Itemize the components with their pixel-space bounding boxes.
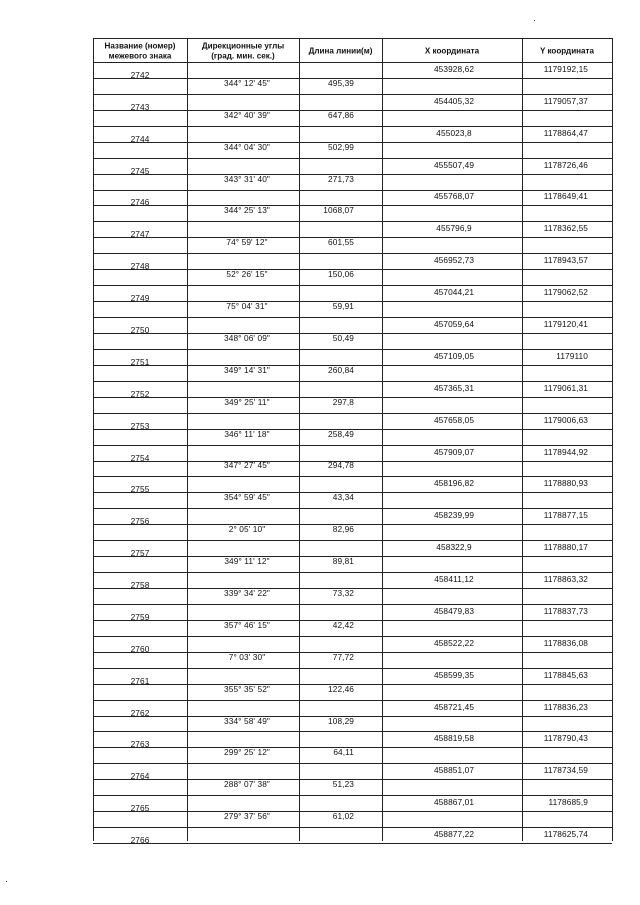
table-row-border: [93, 158, 612, 159]
x-coordinate: 458599,35: [433, 669, 475, 680]
table-row-border: [93, 731, 612, 732]
x-coordinate: 455768,07: [433, 191, 475, 202]
point-name: 2751: [130, 356, 150, 367]
point-name: 2756: [130, 516, 150, 527]
point-name: 2752: [130, 388, 150, 399]
table-row-border: [93, 604, 612, 605]
line-length: 61,02: [332, 811, 354, 822]
table-row-border: [93, 795, 612, 796]
table-row-border: [93, 636, 612, 637]
point-name: 2761: [130, 675, 150, 686]
table-column-border: [612, 38, 613, 841]
x-coordinate: 458721,45: [433, 701, 475, 712]
line-length: 258,49: [328, 428, 354, 439]
directional-angle: 288° 07' 38": [224, 779, 270, 790]
table-row-border: [93, 763, 612, 764]
column-header: [425, 46, 479, 56]
line-length: 601,55: [328, 237, 354, 248]
line-length: 150,06: [328, 269, 354, 280]
x-coordinate: 458522,22: [433, 637, 475, 648]
point-name: 2753: [130, 420, 150, 431]
line-length: 43,34: [332, 492, 354, 503]
table-row-border: [93, 827, 612, 828]
table-row-border: [93, 253, 612, 254]
table-row-border: [93, 476, 612, 477]
x-coordinate: 457109,05: [433, 350, 475, 361]
directional-angle: 342° 40' 39": [224, 109, 270, 120]
y-coordinate: 1179120,41: [543, 319, 588, 329]
line-length: 108,29: [328, 715, 354, 726]
directional-angle: 344° 04' 30": [224, 141, 270, 152]
table-header-border: [93, 62, 612, 63]
y-coordinate: 1178877,15: [543, 510, 588, 521]
x-coordinate: 457365,31: [433, 382, 475, 393]
y-coordinate: 1178362,55: [543, 223, 588, 234]
directional-angle: 348° 06' 09": [224, 332, 270, 343]
y-coordinate: 1178863,32: [543, 574, 588, 585]
point-name: 2747: [130, 229, 150, 240]
y-coordinate: 1178880,17: [543, 542, 588, 553]
table-row-border: [93, 508, 612, 509]
point-name: 2765: [130, 803, 150, 814]
x-coordinate: 458877,22: [433, 829, 475, 840]
directional-angle: 349° 25' 11": [224, 396, 270, 407]
directional-angle: 75° 04' 31": [226, 301, 268, 312]
point-name: 2763: [130, 739, 150, 750]
line-length: 294,78: [328, 460, 354, 471]
point-name: 2749: [130, 293, 150, 304]
y-coordinate: 1179006,63: [543, 414, 588, 425]
table-row-border: [93, 413, 612, 414]
point-name: 2762: [130, 707, 150, 718]
directional-angle: 354° 59' 45": [224, 492, 270, 503]
y-coordinate: 1178880,93: [543, 478, 588, 489]
line-length: 271,73: [328, 173, 354, 184]
point-name: 2759: [130, 611, 150, 622]
table-row-border: [93, 349, 612, 350]
x-coordinate: 455507,49: [433, 159, 475, 170]
x-coordinate: 458819,58: [433, 733, 475, 744]
line-length: 502,99: [328, 141, 354, 152]
directional-angle: 334° 58' 49": [224, 715, 270, 726]
column-header-text: Дирекционные углы: [201, 41, 285, 51]
y-coordinate: 1178726,46: [543, 159, 588, 170]
point-name: 2760: [130, 643, 150, 654]
directional-angle: 344° 12' 45": [224, 77, 270, 88]
table-row-border: [93, 572, 612, 573]
point-name: 2764: [130, 771, 150, 782]
point-name: 2744: [130, 133, 150, 144]
column-header-text: межевого знака: [108, 51, 172, 60]
table-row-border: [93, 381, 612, 382]
line-length: 50,49: [332, 332, 354, 343]
line-length: 1068,07: [323, 205, 354, 216]
directional-angle: 52° 26' 15": [226, 269, 268, 280]
y-coordinate: 1178943,57: [543, 255, 588, 266]
table-border-top: [93, 38, 612, 39]
x-coordinate: 454405,32: [433, 95, 475, 106]
x-coordinate: 458239,99: [433, 510, 475, 521]
point-name: 2750: [130, 325, 150, 335]
x-coordinate: 458322,9: [436, 542, 472, 553]
table-row-border: [93, 843, 612, 844]
scan-speck: [6, 881, 7, 882]
column-header: [309, 46, 373, 56]
x-coordinate: 457658,05: [433, 414, 475, 425]
point-name: 2755: [130, 484, 150, 495]
column-header: [202, 42, 284, 61]
column-header-text: Длина линии(м): [308, 46, 373, 56]
point-name: 2766: [130, 835, 150, 846]
directional-angle: 7° 03' 30": [228, 651, 266, 662]
boundary-coordinates-table: [93, 38, 612, 846]
y-coordinate: 1178649,41: [543, 191, 588, 202]
table-row-border: [93, 126, 612, 127]
line-length: 82,96: [332, 524, 354, 535]
line-length: 73,32: [332, 587, 354, 598]
x-coordinate: 457044,21: [433, 287, 475, 298]
directional-angle: 355° 35' 52": [224, 683, 270, 694]
x-coordinate: 456952,73: [433, 255, 475, 266]
point-name: 2745: [130, 165, 150, 176]
directional-angle: 357° 46' 15": [224, 619, 270, 630]
directional-angle: 299° 25' 12": [224, 747, 270, 758]
column-header-text: Y координата: [539, 46, 595, 56]
directional-angle: 74° 59' 12": [226, 237, 268, 248]
directional-angle: 2° 05' 10": [228, 524, 266, 535]
y-coordinate: 1178625,74: [543, 829, 588, 840]
table-row-border: [93, 285, 612, 286]
y-coordinate: 1178836,08: [543, 637, 588, 648]
y-coordinate: 1178685,9: [548, 797, 588, 808]
line-length: 42,42: [332, 619, 354, 630]
table-row-border: [93, 94, 612, 95]
line-length: 297,8: [332, 396, 354, 407]
point-name: 2757: [130, 548, 150, 559]
y-coordinate: 1178864,47: [543, 127, 588, 138]
directional-angle: 344° 25' 13": [224, 205, 270, 216]
x-coordinate: 458479,83: [433, 605, 475, 616]
x-coordinate: 455023,8: [436, 127, 472, 138]
y-coordinate: 1179061,31: [543, 382, 588, 393]
y-coordinate: 1178790,43: [543, 733, 588, 744]
point-name: 2742: [130, 69, 150, 80]
y-coordinate: 1179062,52: [543, 287, 588, 298]
y-coordinate: 1178836,23: [543, 701, 588, 712]
directional-angle: 349° 14' 31": [224, 364, 270, 375]
line-length: 122,46: [328, 683, 354, 694]
x-coordinate: 457059,64: [433, 319, 475, 329]
y-coordinate: 1178845,63: [543, 669, 588, 680]
directional-angle: 346° 11' 18": [224, 428, 270, 439]
scan-speck: [534, 20, 535, 21]
point-name: 2754: [130, 452, 150, 463]
directional-angle: 339° 34' 22": [224, 587, 270, 598]
x-coordinate: 455796,9: [436, 223, 472, 234]
point-name: 2746: [130, 197, 150, 208]
line-length: 647,86: [328, 109, 354, 120]
line-length: 89,81: [332, 556, 354, 567]
column-header-text: X координата: [424, 46, 480, 56]
column-header-text: Название (номер): [104, 41, 176, 51]
line-length: 77,72: [332, 651, 354, 662]
point-name: 2743: [130, 101, 150, 112]
x-coordinate: 458851,07: [433, 765, 475, 776]
x-coordinate: 458867,01: [433, 797, 475, 808]
line-length: 51,23: [332, 779, 354, 790]
table-row-border: [93, 445, 612, 446]
table-row-border: [93, 540, 612, 541]
line-length: 495,39: [328, 77, 354, 88]
directional-angle: 279° 37' 56": [224, 811, 270, 822]
y-coordinate: 1179057,37: [543, 95, 588, 106]
y-coordinate: 1178734,59: [543, 765, 588, 776]
line-length: 64,11: [333, 747, 354, 758]
directional-angle: 343° 31' 40": [224, 173, 270, 184]
table-row-border: [93, 221, 612, 222]
table-row-border: [93, 190, 612, 191]
y-coordinate: 1179192,15: [543, 63, 588, 74]
x-coordinate: 457909,07: [433, 446, 475, 457]
table-row-border: [93, 668, 612, 669]
column-header-text: (град. мин. сек.): [211, 51, 275, 60]
line-length: 260,84: [328, 364, 354, 375]
point-name: 2758: [130, 580, 150, 591]
y-coordinate: 1178837,73: [543, 605, 588, 616]
x-coordinate: 458196,82: [433, 478, 475, 489]
table-row-border: [93, 317, 612, 318]
x-coordinate: 458411,12: [434, 574, 474, 585]
y-coordinate: 1178944,92: [543, 446, 588, 457]
directional-angle: 347° 27' 45": [224, 460, 270, 471]
directional-angle: 349° 11' 12": [224, 556, 270, 567]
point-name: 2748: [130, 261, 150, 272]
column-header: [540, 46, 594, 56]
column-header: [104, 42, 175, 61]
x-coordinate: 453928,62: [433, 63, 475, 74]
y-coordinate: 1179110: [556, 350, 588, 361]
line-length: 59,91: [332, 301, 354, 312]
table-row-border: [93, 700, 612, 701]
